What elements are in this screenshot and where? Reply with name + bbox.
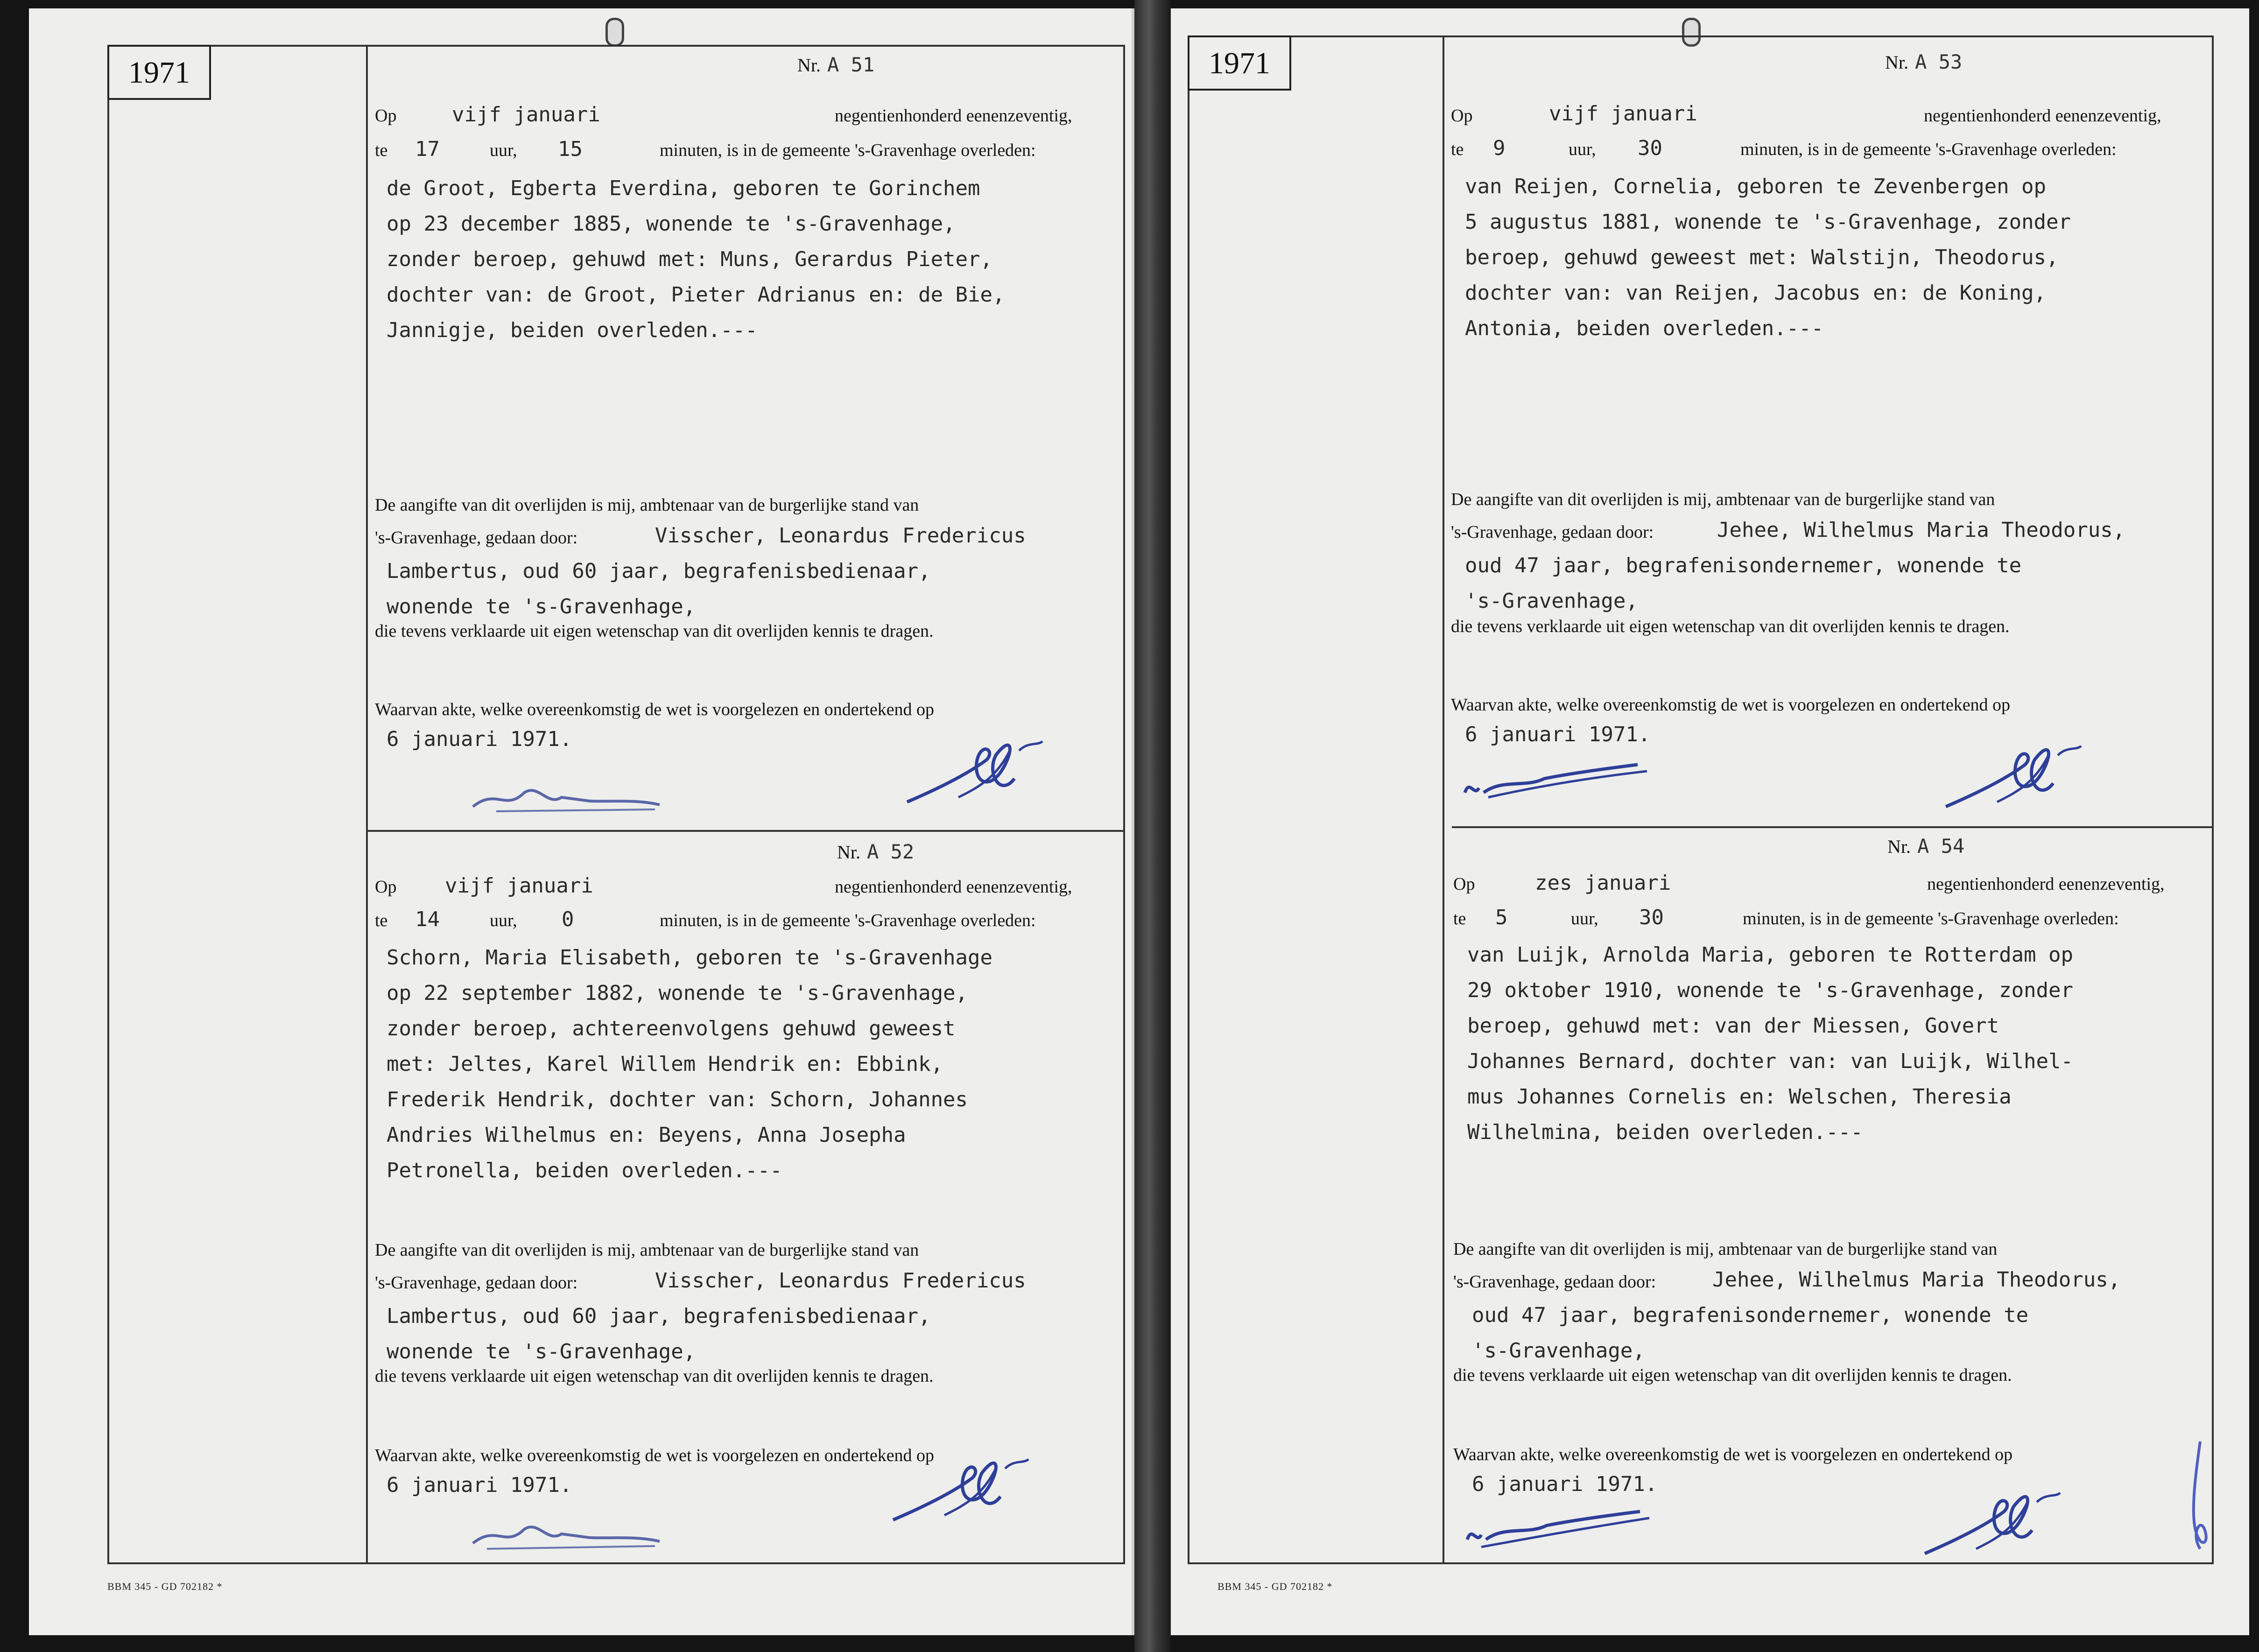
death-record-entry xyxy=(1453,830,2210,1563)
deceased-line: Schorn, Maria Elisabeth, geboren te 's-Gravenhage xyxy=(387,946,993,970)
op-label: Op xyxy=(1451,106,1473,126)
uur-label: uur, xyxy=(1569,140,1596,159)
declarant-line: Visscher, Leonardus Fredericus xyxy=(655,524,1026,548)
year-words: negentienhonderd eenenzeventig, xyxy=(1924,106,2161,126)
verklaarde-text: die tevens verklaarde uit eigen wetenschap van dit overlijden kennis te dragen. xyxy=(1453,1365,2012,1385)
deceased-line: mus Johannes Cornelis en: Welschen, Theresia xyxy=(1467,1085,2012,1109)
death-record-entry xyxy=(375,50,1122,825)
deceased-line: zonder beroep, gehuwd met: Muns, Gerardus Pieter, xyxy=(387,247,993,271)
deceased-line: Frederik Hendrik, dochter van: Schorn, Johannes xyxy=(387,1088,968,1111)
deceased-line: van Reijen, Cornelia, geboren te Zevenbergen op xyxy=(1465,175,2047,198)
op-label: Op xyxy=(375,106,397,126)
declarant-line: 's-Gravenhage, xyxy=(1465,589,1638,613)
deceased-line: 29 oktober 1910, wonende te 's-Gravenhage, zonder xyxy=(1467,978,2074,1002)
registrar-signature xyxy=(902,723,1052,816)
deceased-line: dochter van: de Groot, Pieter Adrianus en: de Bie, xyxy=(387,283,1005,307)
date-words: vijf januari xyxy=(445,874,593,898)
te-label: te xyxy=(1453,909,1466,928)
declarant-signature xyxy=(1460,760,1656,807)
death-record-entry xyxy=(375,834,1122,1562)
death-record-entry xyxy=(1451,46,2207,821)
deceased-line: zonder beroep, achtereenvolgens gehuwd geweest xyxy=(387,1017,956,1040)
verklaarde-text: die tevens verklaarde uit eigen wetenschap van dit overlijden kennis te dragen. xyxy=(375,1366,934,1386)
date-words: zes januari xyxy=(1535,871,1671,895)
year-box: 1971 xyxy=(107,45,211,100)
signed-date: 6 januari 1971. xyxy=(1472,1472,1658,1496)
declarant-line: wonende te 's-Gravenhage, xyxy=(387,595,696,619)
aangifte-text: 's-Gravenhage, gedaan door: xyxy=(1451,522,1654,542)
right-page xyxy=(1171,8,2249,1635)
minutes-value: 15 xyxy=(558,137,583,161)
declarant-line: Lambertus, oud 60 jaar, begrafenisbedienaar, xyxy=(387,1304,931,1328)
record-number: Nr. A 52 xyxy=(837,840,915,863)
hour-value: 5 xyxy=(1495,906,1508,929)
year-words: negentienhonderd eenenzeventig, xyxy=(835,877,1072,897)
deceased-line: op 22 september 1882, wonende te 's-Gravenhage, xyxy=(387,981,968,1005)
uur-label: uur, xyxy=(1571,909,1598,928)
declarant-line: oud 47 jaar, begrafenisondernemer, wonende te xyxy=(1465,554,2022,577)
date-words: vijf januari xyxy=(452,103,600,127)
record-number: Nr. A 54 xyxy=(1887,835,1965,858)
aangifte-text: 's-Gravenhage, gedaan door: xyxy=(375,1273,578,1293)
aangifte-text: De aangifte van dit overlijden is mij, ambtenaar van de burgerlijke stand van xyxy=(375,1240,919,1260)
date-words: vijf januari xyxy=(1549,102,1697,126)
declarant-line: 's-Gravenhage, xyxy=(1472,1339,1645,1363)
minuten-text: minuten, is in de gemeente 's-Gravenhage overleden: xyxy=(660,911,1036,930)
waarvan-text: Waarvan akte, welke overeenkomstig de wet is voorgelezen en ondertekend op xyxy=(375,700,935,719)
column-divider xyxy=(366,45,368,1564)
declarant-line: Jehee, Wilhelmus Maria Theodorus, xyxy=(1712,1268,2121,1292)
deceased-line: op 23 december 1885, wonende te 's-Gravenhage, xyxy=(387,212,956,236)
deceased-line: de Groot, Egberta Everdina, geboren te Gorinchem xyxy=(387,176,980,200)
footer-code: BBM 345 - GD 702182 * xyxy=(107,1581,223,1592)
aangifte-text: De aangifte van dit overlijden is mij, ambtenaar van de burgerlijke stand van xyxy=(1453,1239,1998,1259)
left-page xyxy=(29,8,1134,1635)
op-label: Op xyxy=(1453,874,1475,894)
deceased-line: beroep, gehuwd geweest met: Walstijn, Theodorus, xyxy=(1465,246,2059,269)
deceased-line: van Luijk, Arnolda Maria, geboren te Rotterdam op xyxy=(1467,943,2074,967)
hour-value: 17 xyxy=(415,137,440,161)
declarant-signature xyxy=(468,1515,664,1553)
record-number: Nr. A 51 xyxy=(797,53,875,76)
deceased-line: Petronella, beiden overleden.--- xyxy=(387,1159,782,1182)
deceased-line: Johannes Bernard, dochter van: van Luijk, Wilhel- xyxy=(1467,1049,2074,1073)
deceased-line: dochter van: van Reijen, Jacobus en: de Koning, xyxy=(1465,281,2047,305)
signed-date: 6 januari 1971. xyxy=(1465,723,1651,746)
waarvan-text: Waarvan akte, welke overeenkomstig de wet is voorgelezen en ondertekend op xyxy=(1451,695,2011,715)
minutes-value: 30 xyxy=(1639,906,1664,929)
te-label: te xyxy=(375,141,388,160)
waarvan-text: Waarvan akte, welke overeenkomstig de wet is voorgelezen en ondertekend op xyxy=(1453,1445,2013,1464)
signed-date: 6 januari 1971. xyxy=(387,727,572,751)
minutes-value: 30 xyxy=(1638,136,1662,160)
aangifte-text: De aangifte van dit overlijden is mij, ambtenaar van de burgerlijke stand van xyxy=(1451,490,1995,509)
entry-divider xyxy=(366,830,1125,832)
registrar-signature xyxy=(1941,727,2090,821)
signed-date: 6 januari 1971. xyxy=(387,1473,572,1497)
verklaarde-text: die tevens verklaarde uit eigen wetenschap van dit overlijden kennis te dragen. xyxy=(1451,617,2010,636)
deceased-line: beroep, gehuwd met: van der Miessen, Govert xyxy=(1467,1014,1999,1038)
declarant-signature xyxy=(1463,1502,1659,1554)
marginal-mark xyxy=(2182,1437,2219,1558)
record-number: Nr. A 53 xyxy=(1885,50,1963,73)
book-binding xyxy=(1134,0,1171,1652)
deceased-line: Antonia, beiden overleden.--- xyxy=(1465,316,1824,340)
binder-ring xyxy=(605,18,624,47)
uur-label: uur, xyxy=(490,911,517,930)
deceased-line: Jannigje, beiden overleden.--- xyxy=(387,318,758,342)
deceased-line: met: Jeltes, Karel Willem Hendrik en: Ebbink, xyxy=(387,1052,943,1076)
deceased-line: Andries Wilhelmus en: Beyens, Anna Josepha xyxy=(387,1123,906,1147)
aangifte-text: 's-Gravenhage, gedaan door: xyxy=(375,528,578,548)
year-words: negentienhonderd eenenzeventig, xyxy=(835,106,1072,126)
declarant-line: wonende te 's-Gravenhage, xyxy=(387,1340,696,1364)
declarant-line: Jehee, Wilhelmus Maria Theodorus, xyxy=(1717,518,2125,542)
minuten-text: minuten, is in de gemeente 's-Gravenhage overleden: xyxy=(1743,909,2119,928)
year-words: negentienhonderd eenenzeventig, xyxy=(1927,874,2165,894)
year-box: 1971 xyxy=(1188,35,1291,91)
declarant-line: Visscher, Leonardus Fredericus xyxy=(655,1269,1026,1293)
column-divider xyxy=(1443,35,1444,1564)
deceased-line: 5 augustus 1881, wonende te 's-Gravenhage, zonder xyxy=(1465,210,2071,234)
hour-value: 14 xyxy=(415,907,440,931)
minutes-value: 0 xyxy=(562,907,574,931)
footer-code: BBM 345 - GD 702182 * xyxy=(1217,1581,1333,1592)
aangifte-text: 's-Gravenhage, gedaan door: xyxy=(1453,1272,1656,1292)
verklaarde-text: die tevens verklaarde uit eigen wetenschap van dit overlijden kennis te dragen. xyxy=(375,621,934,641)
waarvan-text: Waarvan akte, welke overeenkomstig de wet is voorgelezen en ondertekend op xyxy=(375,1446,935,1465)
op-label: Op xyxy=(375,877,397,897)
registrar-signature xyxy=(888,1441,1038,1534)
declarant-signature xyxy=(468,779,664,816)
hour-value: 9 xyxy=(1493,136,1506,160)
minuten-text: minuten, is in de gemeente 's-Gravenhage overleden: xyxy=(660,141,1036,160)
te-label: te xyxy=(375,911,388,930)
entry-divider xyxy=(1452,826,2214,828)
deceased-line: Wilhelmina, beiden overleden.--- xyxy=(1467,1120,1863,1144)
registrar-signature xyxy=(1920,1469,2074,1563)
uur-label: uur, xyxy=(490,141,517,160)
minuten-text: minuten, is in de gemeente 's-Gravenhage overleden: xyxy=(1740,140,2117,159)
declarant-line: Lambertus, oud 60 jaar, begrafenisbedienaar, xyxy=(387,559,931,583)
declarant-line: oud 47 jaar, begrafenisondernemer, wonende te xyxy=(1472,1303,2029,1327)
aangifte-text: De aangifte van dit overlijden is mij, ambtenaar van de burgerlijke stand van xyxy=(375,495,919,515)
te-label: te xyxy=(1451,140,1464,159)
